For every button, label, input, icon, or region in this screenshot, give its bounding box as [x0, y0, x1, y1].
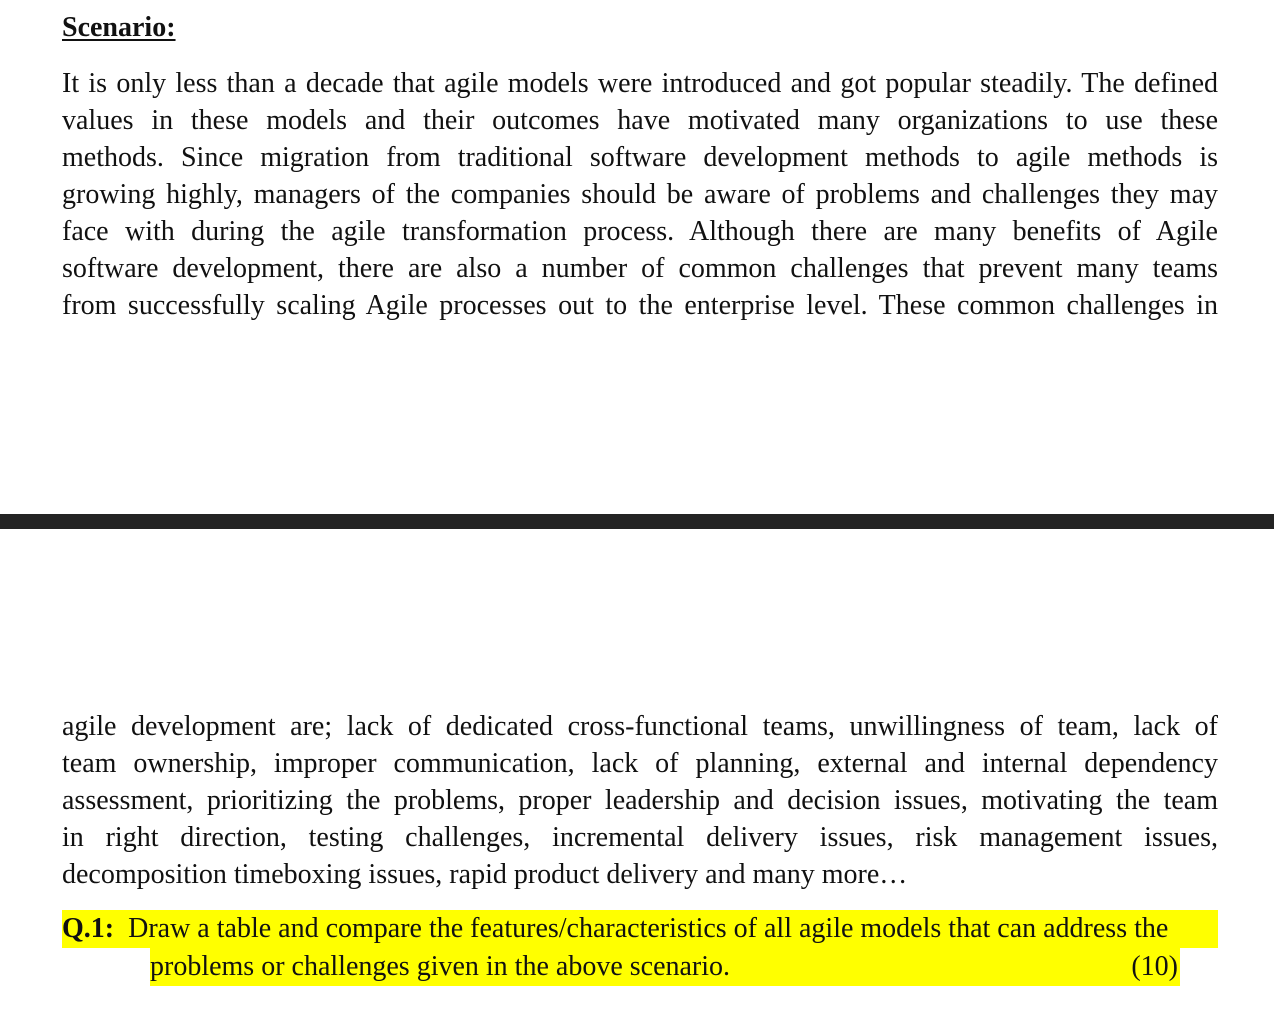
page-divider-bar: [0, 514, 1274, 529]
question-text-line-1: Draw a table and compare the features/characteristics of all agile models that can address the: [128, 913, 1169, 944]
paragraph-line: methods. Since migration from traditional software development methods to agile methods is: [62, 142, 1218, 173]
question-1: [62, 910, 1218, 986]
paragraph-line: It is only less than a decade that agile models were introduced and got popular steadily. The defined: [62, 68, 1218, 99]
paragraph-line: assessment, prioritizing the problems, proper leadership and decision issues, motivating the team: [62, 785, 1218, 816]
paragraph-line: agile development are; lack of dedicated cross-functional teams, unwillingness of team, lack of: [62, 711, 1218, 742]
paragraph-line: decomposition timeboxing issues, rapid product delivery and many more…: [62, 859, 908, 890]
paragraph-line: software development, there are also a number of common challenges that prevent many teams: [62, 253, 1218, 284]
scenario-paragraph-1: [62, 65, 1218, 324]
paragraph-line: face with during the agile transformation process. Although there are many benefits of Agile: [62, 216, 1218, 247]
question-line-1: [62, 910, 1218, 948]
paragraph-line: values in these models and their outcomes have motivated many organizations to use these: [62, 105, 1218, 136]
paragraph-line: from successfully scaling Agile processes out to the enterprise level. These common challenges in: [62, 290, 1218, 321]
question-marks: (10): [1131, 951, 1178, 982]
question-line-2: [150, 948, 1180, 986]
paragraph-line: growing highly, managers of the companies should be aware of problems and challenges they may: [62, 179, 1218, 210]
question-text-line-2: problems or challenges given in the above scenario.: [150, 951, 731, 982]
paragraph-line: in right direction, testing challenges, incremental delivery issues, risk management issues,: [62, 822, 1218, 853]
paragraph-line: team ownership, improper communication, lack of planning, external and internal dependency: [62, 748, 1218, 779]
scenario-paragraph-2: [62, 708, 1218, 893]
question-label: Q.1:: [62, 913, 115, 944]
scenario-heading: Scenario:: [62, 12, 176, 43]
